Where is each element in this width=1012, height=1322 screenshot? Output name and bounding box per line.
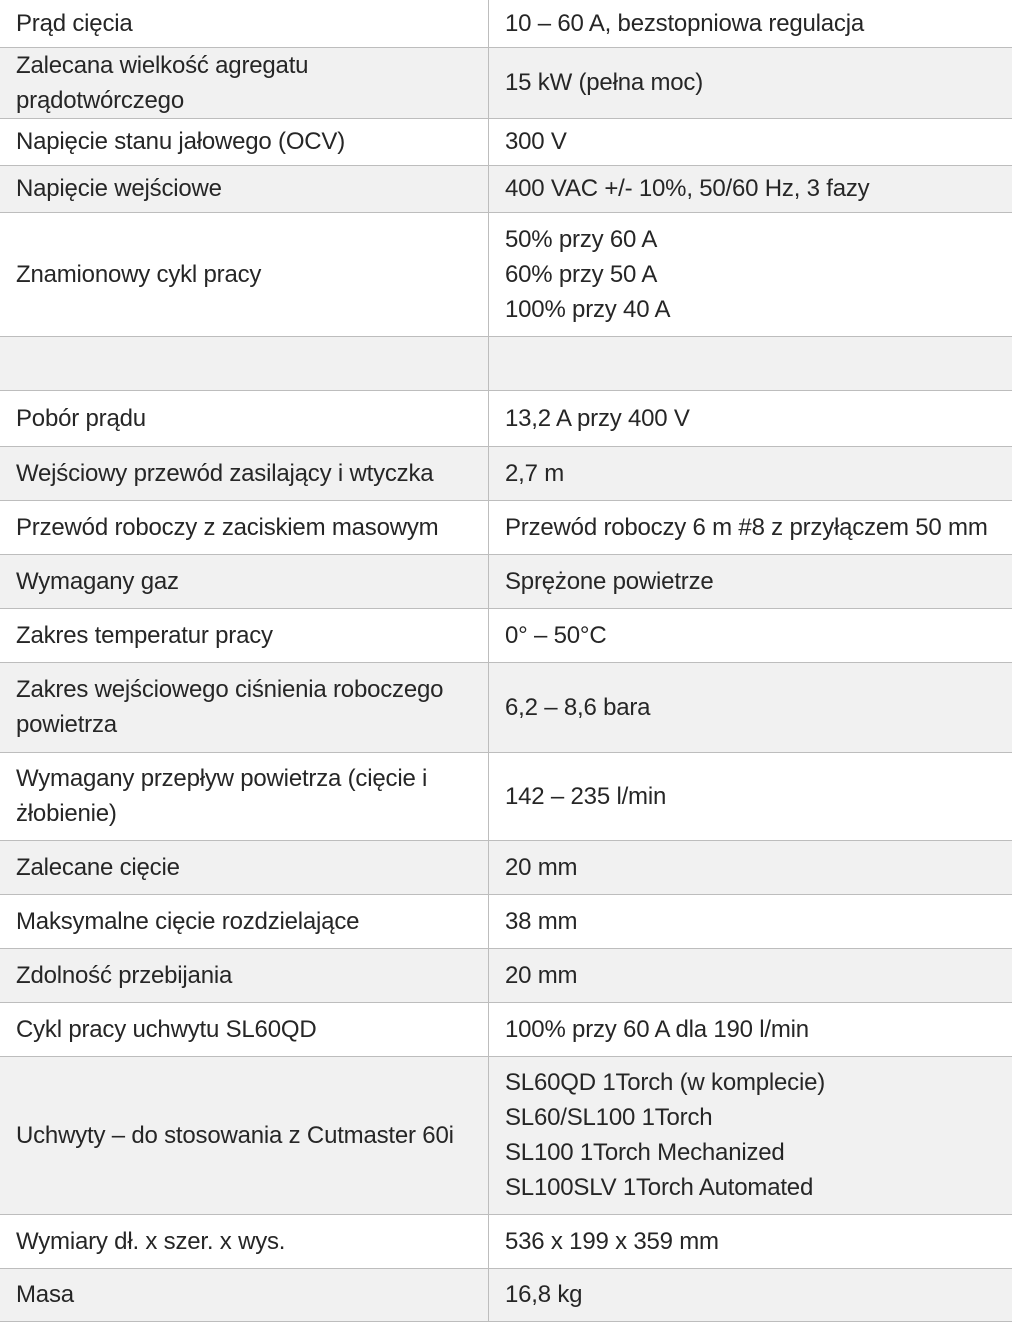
spec-label: Wymagany przepływ powietrza (cięcie i żłobienie) (0, 752, 489, 840)
spec-label: Wymiary dł. x szer. x wys. (0, 1214, 489, 1268)
spec-row (0, 1002, 1012, 1056)
spec-value-line: 100% przy 40 A (505, 292, 998, 327)
spec-label: Maksymalne cięcie rozdzielające (0, 894, 489, 948)
spec-row (0, 662, 1012, 752)
spec-value-line: SL100SLV 1Torch Automated (505, 1170, 998, 1205)
spec-label: Napięcie wejściowe (0, 165, 489, 212)
spec-value-line: 6,2 – 8,6 bara (505, 690, 998, 725)
spec-value (489, 752, 1012, 840)
spec-label: Zalecane cięcie (0, 840, 489, 894)
spec-value-line: 300 V (505, 124, 998, 159)
spec-value (489, 118, 1012, 165)
spec-label: Pobór prądu (0, 390, 489, 446)
spec-value-line: 50% przy 60 A (505, 222, 998, 257)
spec-value-line: 13,2 A przy 400 V (505, 401, 998, 436)
spec-value-line: 16,8 kg (505, 1277, 998, 1312)
spec-value-line: 20 mm (505, 958, 998, 993)
spec-label: Cykl pracy uchwytu SL60QD (0, 1002, 489, 1056)
spec-value (489, 212, 1012, 336)
spec-row (0, 500, 1012, 554)
spec-value-line: 38 mm (505, 904, 998, 939)
spec-value (489, 662, 1012, 752)
spec-row (0, 1268, 1012, 1321)
spec-label: Prąd cięcia (0, 0, 489, 47)
spec-value-line: 2,7 m (505, 456, 998, 491)
spec-label: Zakres wejściowego ciśnienia roboczego powietrza (0, 662, 489, 752)
spec-value-line: Sprężone powietrze (505, 564, 998, 599)
spec-label: Napięcie stanu jałowego (OCV) (0, 118, 489, 165)
spec-row (0, 948, 1012, 1002)
spec-value (489, 1002, 1012, 1056)
spec-value-line: SL100 1Torch Mechanized (505, 1135, 998, 1170)
spec-label (0, 336, 489, 390)
spec-row (0, 118, 1012, 165)
spec-row (0, 752, 1012, 840)
spec-label: Zalecana wielkość agregatu prądotwórczego (0, 47, 489, 118)
spec-row (0, 554, 1012, 608)
spec-value-line: Przewód roboczy 6 m #8 z przyłączem 50 mm (505, 510, 998, 545)
spec-value (489, 47, 1012, 118)
spec-value-line: 0° – 50°C (505, 618, 998, 653)
spec-value-line: SL60/SL100 1Torch (505, 1100, 998, 1135)
spec-row (0, 336, 1012, 390)
spec-row (0, 212, 1012, 336)
spec-value (489, 554, 1012, 608)
spec-value (489, 1268, 1012, 1321)
spec-value-line: 100% przy 60 A dla 190 l/min (505, 1012, 998, 1047)
spec-value-line: 20 mm (505, 850, 998, 885)
spec-row (0, 390, 1012, 446)
spec-value (489, 390, 1012, 446)
spec-value (489, 840, 1012, 894)
spec-row (0, 0, 1012, 47)
spec-value-line: 142 – 235 l/min (505, 779, 998, 814)
spec-value-line: 536 x 199 x 359 mm (505, 1224, 998, 1259)
spec-value (489, 948, 1012, 1002)
spec-label: Przewód roboczy z zaciskiem masowym (0, 500, 489, 554)
spec-value (489, 1214, 1012, 1268)
spec-label: Znamionowy cykl pracy (0, 212, 489, 336)
spec-value-line: 400 VAC +/- 10%, 50/60 Hz, 3 fazy (505, 171, 998, 206)
spec-value (489, 0, 1012, 47)
spec-value-line: 60% przy 50 A (505, 257, 998, 292)
spec-value (489, 336, 1012, 390)
spec-value-line: 10 – 60 A, bezstopniowa regulacja (505, 6, 998, 41)
spec-value (489, 500, 1012, 554)
spec-value-line: SL60QD 1Torch (w komplecie) (505, 1065, 998, 1100)
spec-label: Wymagany gaz (0, 554, 489, 608)
spec-row (0, 894, 1012, 948)
spec-label: Uchwyty – do stosowania z Cutmaster 60i (0, 1056, 489, 1214)
spec-row (0, 47, 1012, 118)
spec-value (489, 894, 1012, 948)
spec-value (489, 165, 1012, 212)
spec-value (489, 446, 1012, 500)
spec-label: Zdolność przebijania (0, 948, 489, 1002)
spec-label: Wejściowy przewód zasilający i wtyczka (0, 446, 489, 500)
spec-row (0, 165, 1012, 212)
spec-row (0, 840, 1012, 894)
spec-row (0, 1056, 1012, 1214)
spec-row (0, 608, 1012, 662)
spec-value (489, 1056, 1012, 1214)
spec-value (489, 608, 1012, 662)
spec-value-line: 15 kW (pełna moc) (505, 65, 998, 100)
spec-row (0, 446, 1012, 500)
spec-label: Zakres temperatur pracy (0, 608, 489, 662)
spec-row (0, 1214, 1012, 1268)
spec-label: Masa (0, 1268, 489, 1321)
